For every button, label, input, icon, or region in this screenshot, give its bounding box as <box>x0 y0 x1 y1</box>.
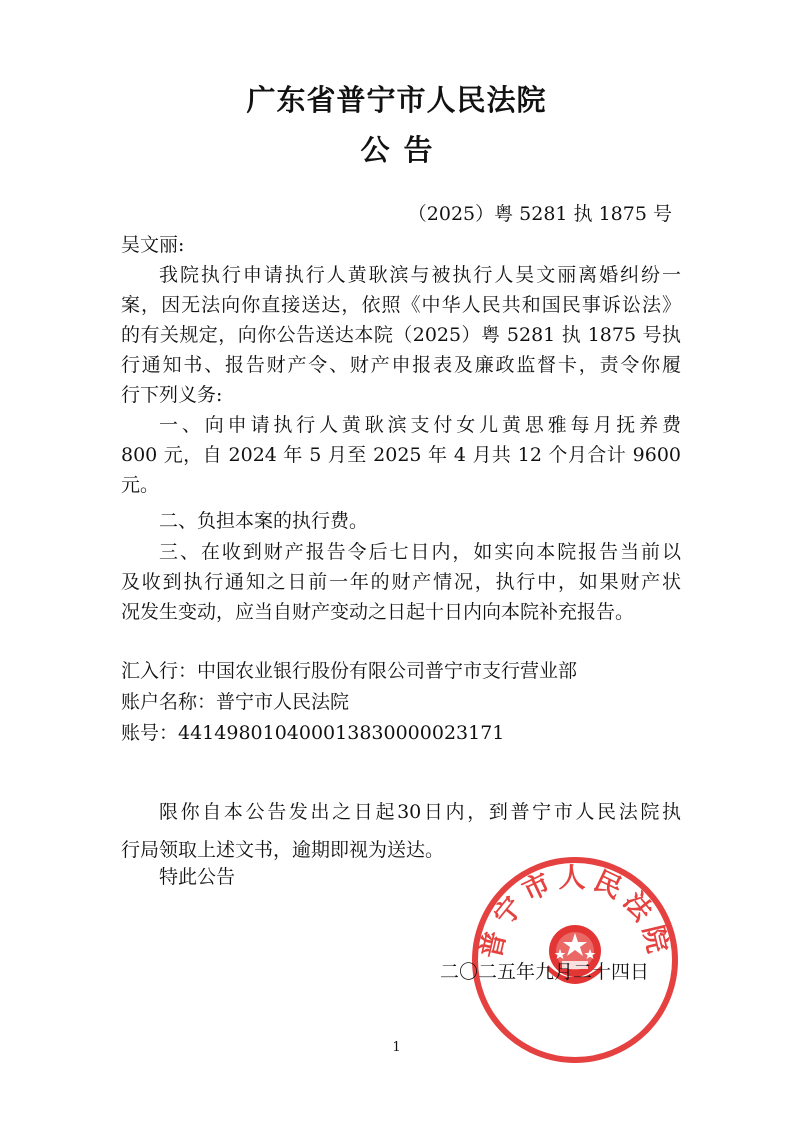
paragraph-line: 及收到执行通知之日前一年的财产情况，执行中，如果财产状 <box>121 571 681 593</box>
case-number: （2025）粤 5281 执 1875 号 <box>407 203 672 225</box>
paragraph-line: 案，因无法向你直接送达，依照《中华人民共和国民事诉讼法》 <box>121 294 681 316</box>
obligation-item-3 <box>121 537 681 627</box>
account-number-line: 账号：44149801040001383000002317​1 <box>121 722 505 744</box>
paragraph-line: 一、向申请执行人黄耿滨支付女儿黄思雅每月抚养费 <box>159 414 681 436</box>
paragraph-line: 三、在收到财产报告令后七日内，如实向本院报告当前以 <box>159 541 681 563</box>
account-name-line: 账户名称：普宁市人民法院 <box>121 691 350 713</box>
paragraph-line: 限你自本公告发出之日起30日内，到普宁市人民法院执 <box>159 801 681 823</box>
bank-name-line: 汇入行：中国农业银行股份有限公司普宁市支行营业部 <box>121 660 578 682</box>
paragraph-line: 的有关规定，向你公告送达本院（2025）粤 5281 执 1875 号执 <box>121 324 681 346</box>
paragraph-line: 行局领取上述文书，逾期即视为送达。 <box>121 839 445 861</box>
paragraph-line: 800 元，自 2024 年 5 月至 2025 年 4 月共 12 个月合计 9600 <box>121 444 681 466</box>
page-number: 1 <box>392 1040 401 1055</box>
issue-date: 二〇二五年九月二十四日 <box>440 961 650 983</box>
paragraph-line: 况发生变动，应当自财产变动之日起十日内向本院补充报告。 <box>121 601 635 623</box>
paragraph-line: 我院执行申请执行人黄耿滨与被执行人吴文丽离婚纠纷一 <box>159 264 681 286</box>
addressee: 吴文丽: <box>121 234 185 256</box>
paragraph-line: 二、负担本案的执行费。 <box>159 510 369 532</box>
paragraph-line: 元。 <box>121 474 160 496</box>
obligation-item-2 <box>121 506 681 536</box>
obligation-item-1 <box>121 410 681 500</box>
svg-text:普宁市人民法院: 普宁市人民法院 <box>475 862 675 962</box>
intro-paragraph <box>121 260 681 410</box>
paragraph-line: 行下列义务: <box>121 384 223 406</box>
sign-off: 特此公告 <box>159 866 236 888</box>
paragraph-line: 行通知书、报告财产令、财产申报表及廉政监督卡，责令你履 <box>121 354 681 376</box>
document-type-title: 公告 <box>360 133 447 167</box>
court-name: 广东省普宁市人民法院 <box>246 83 547 117</box>
